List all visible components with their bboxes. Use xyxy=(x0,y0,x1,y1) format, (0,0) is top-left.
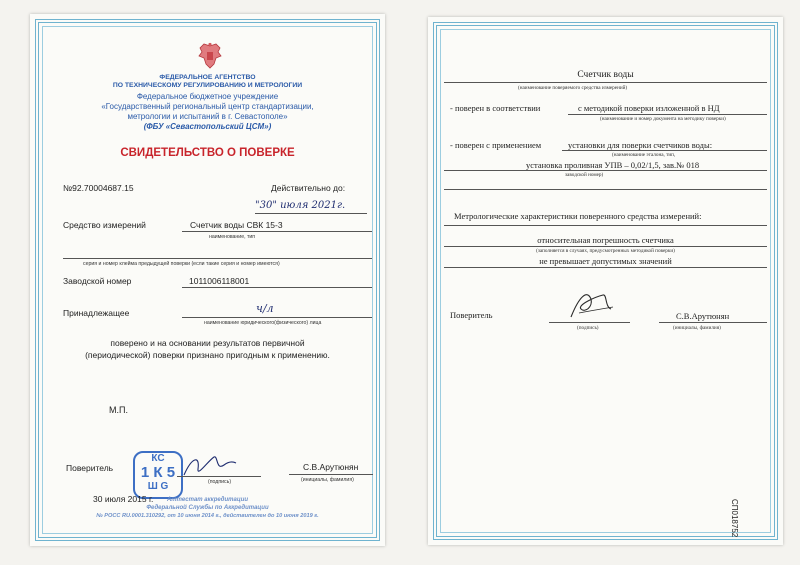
signature-hint-back: (подпись) xyxy=(577,325,599,331)
signature-line-back xyxy=(549,322,630,323)
owner-line xyxy=(182,317,372,318)
certificate-back-page xyxy=(428,17,783,545)
applied-line-2 xyxy=(444,170,767,171)
verifier-name-hint-back: (инициалы, фамилия) xyxy=(673,325,721,331)
applied-value-1: установки для поверки счетчиков воды: xyxy=(568,140,713,150)
accreditation-line-2: Федеральной Службы по Аккредитации xyxy=(146,505,269,511)
metrology-hint: (заполняется в случаях, предусмотренных методикой поверки) xyxy=(536,248,675,254)
agency-line-1: ФЕДЕРАЛЬНОЕ АГЕНТСТВО xyxy=(159,74,256,81)
verified-by-label: - поверен в соответствии xyxy=(450,103,541,113)
owner-hint: наименование юридического(физического) лица xyxy=(204,320,322,326)
verification-stamp xyxy=(133,451,183,499)
signature-line xyxy=(177,476,261,477)
accreditation-line-1: Аттестат аккредитации xyxy=(166,497,249,503)
metrology-line-0 xyxy=(444,225,767,226)
metrology-line-2 xyxy=(444,267,767,268)
verifier-name-hint: (инициалы, фамилия) xyxy=(301,477,354,483)
metrology-line-1 xyxy=(444,246,767,247)
serial-value: 1011006118001 xyxy=(189,276,250,286)
verified-by-line xyxy=(568,114,767,115)
serial-line xyxy=(182,287,372,288)
result-line-2: (периодической) поверки признано пригодным к применению. xyxy=(85,350,330,360)
verifier-name-line-back xyxy=(659,322,767,323)
applied-label: - поверен с применением xyxy=(450,140,542,150)
instrument-line xyxy=(182,231,372,232)
stamp-top-text: КС xyxy=(151,453,165,464)
verifier-name-back: С.В.Арутюнян xyxy=(676,311,730,321)
certificate-number: №92.70004687.15 xyxy=(63,183,134,193)
serial-label: Заводской номер xyxy=(63,276,132,286)
applied-line-3 xyxy=(444,189,767,190)
instrument-name: Счетчик воды xyxy=(577,70,634,80)
valid-until-date: "30" июля 2021г. xyxy=(255,200,346,211)
instrument-name-line xyxy=(444,82,767,83)
verifier-label: Поверитель xyxy=(66,463,114,473)
agency-line-2: ПО ТЕХНИЧЕСКОМУ РЕГУЛИРОВАНИЮ И МЕТРОЛОГИИ xyxy=(112,82,303,89)
applied-value-2: установка проливная УПВ – 0,02/1,5, зав.№ 018 xyxy=(526,160,700,170)
valid-until-label: Действительно до: xyxy=(271,183,346,193)
verifier-name: С.В.Арутюнян xyxy=(303,462,359,472)
institution-line-4: (ФБУ «Севастопольский ЦСМ») xyxy=(143,122,272,131)
stamp-mid-text: 1 К 5 xyxy=(140,464,176,481)
series-line xyxy=(63,258,372,259)
applied-line-1 xyxy=(562,150,767,151)
verified-by-hint: (наименование и номер документа на методику поверки) xyxy=(600,116,726,122)
certificate-front-page xyxy=(30,14,385,546)
issue-date: 30 июля 2015 г. xyxy=(93,494,154,504)
verified-by-value: с методикой поверки изложенной в НД xyxy=(578,103,720,113)
form-serial-code: СП018752 xyxy=(730,499,739,538)
verifier-name-line xyxy=(289,474,373,475)
applied-hint-2: заводской номер) xyxy=(565,172,604,178)
accreditation-line-3: № РОСС RU.0001.310292, от 10 июня 2014 г., действителен до 10 июня 2019 г. xyxy=(96,513,319,519)
signature-icon xyxy=(565,287,617,323)
result-line-1: поверено и на основании результатов первичной xyxy=(110,338,305,348)
stamp-bot-text: Ш G xyxy=(147,481,169,492)
metrology-value-2: не превышает допустимых значений xyxy=(539,256,672,266)
owner-value: ч/л xyxy=(256,302,274,315)
institution-line-2: «Государственный региональный центр стандартизации, xyxy=(101,102,314,111)
instrument-label: Средство измерений xyxy=(63,220,146,230)
verifier-label-back: Поверитель xyxy=(450,310,493,320)
valid-date-line xyxy=(255,213,367,214)
certificate-title: СВИДЕТЕЛЬСТВО О ПОВЕРКЕ xyxy=(120,147,295,159)
metrology-label: Метрологические характеристики поверенного средства измерений: xyxy=(454,211,702,221)
owner-label: Принадлежащее xyxy=(63,308,130,318)
instrument-hint: наименование, тип xyxy=(209,234,256,240)
coat-of-arms-icon xyxy=(196,42,224,72)
metrology-value-1: относительная погрешность счетчика xyxy=(537,235,674,245)
institution-line-1: Федеральное бюджетное учреждение xyxy=(136,92,279,101)
instrument-value: Счетчик воды СВК 15-3 xyxy=(190,220,283,230)
signature-hint: (подпись) xyxy=(208,479,232,485)
applied-hint: (наименование эталона, тип, xyxy=(612,152,676,158)
institution-line-3: метрологии и испытаний в г. Севастополе» xyxy=(127,112,288,121)
instrument-name-hint: (наименование поверяемого средства измерений) xyxy=(518,85,628,91)
series-hint: серия и номер клейма предыдущей поверки (если такие серия и номер имеются) xyxy=(83,261,280,267)
stamp-place-label: М.П. xyxy=(109,405,128,415)
